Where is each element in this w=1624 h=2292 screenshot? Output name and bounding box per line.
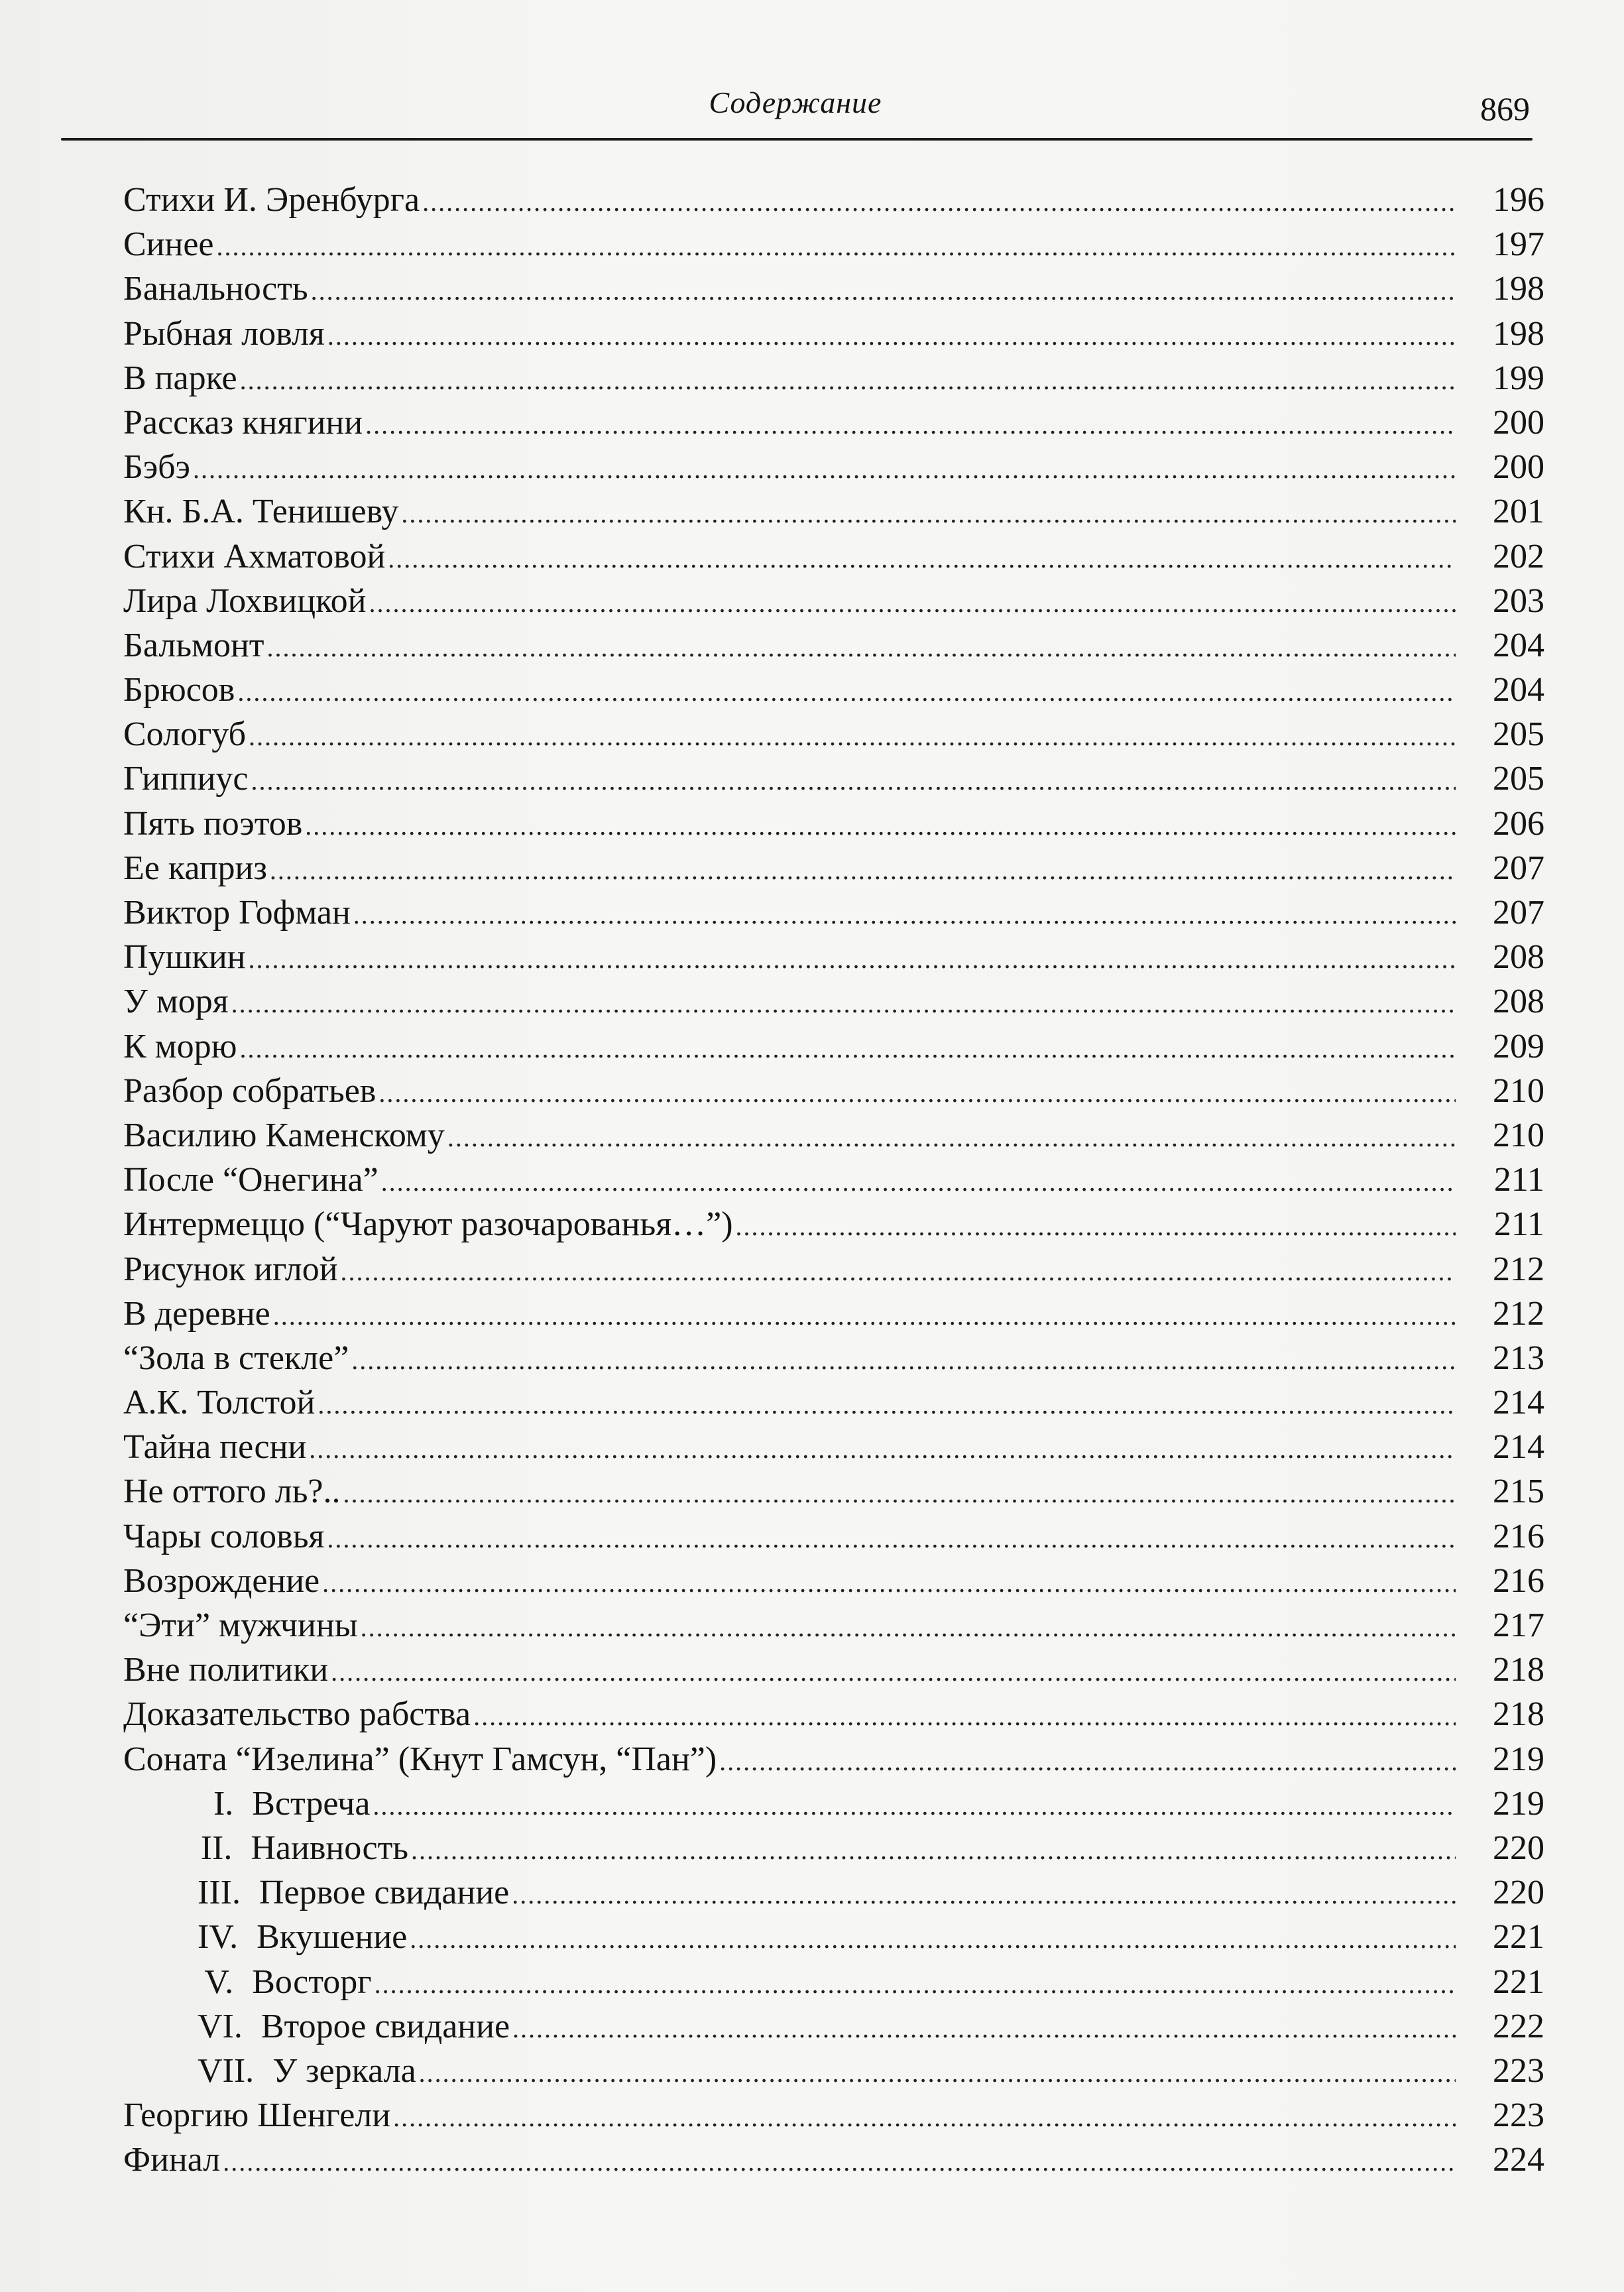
toc-entry-numeral: VII. (198, 2051, 255, 2090)
dot-leader (388, 536, 1456, 581)
toc-entry-title: Брюсов (123, 671, 235, 709)
toc-entry-title: Разбор собратьев (123, 1071, 377, 1110)
toc-entry-title: Рассказ княгини (123, 403, 363, 442)
toc-entry-title: Стихи И. Эренбурга (123, 181, 420, 219)
toc-entry-title: К морю (123, 1027, 237, 1065)
toc-entry (123, 1648, 1544, 1692)
toc-entry-title: У зеркала (272, 2051, 416, 2090)
toc-entry (123, 267, 1544, 311)
toc-entry-page: 210 (1493, 1116, 1544, 1154)
toc-entry (123, 846, 1544, 890)
dot-leader (217, 224, 1456, 269)
toc-entry-title: Гиппиус (123, 760, 249, 798)
toc-entry-numeral: I. (213, 1784, 234, 1823)
dot-leader (223, 2140, 1456, 2184)
toc-entry-page: 207 (1493, 849, 1544, 887)
toc-entry-title: А.К. Толстой (123, 1384, 316, 1422)
toc-entry (123, 178, 1544, 222)
toc-entry-title: Финал (123, 2141, 221, 2179)
dot-leader (231, 981, 1456, 1026)
toc-entry-title: После “Онегина” (123, 1161, 378, 1199)
toc-entry-page: 208 (1493, 938, 1544, 977)
toc-entry-title: Василию Каменскому (123, 1116, 445, 1154)
dot-leader (327, 1516, 1456, 1561)
toc-entry-page: 217 (1493, 1606, 1544, 1644)
toc-subentry (123, 1781, 1544, 1826)
toc-entry (123, 1158, 1544, 1202)
toc-entry-title: “Эти” мужчины (123, 1606, 358, 1644)
dot-leader (369, 581, 1456, 625)
toc-entry-title: В парке (123, 359, 237, 397)
toc-entry-page: 213 (1493, 1339, 1544, 1377)
dot-leader (401, 491, 1456, 536)
toc-entry-numeral: II. (200, 1829, 233, 1867)
toc-entry-page: 223 (1493, 2051, 1544, 2090)
dot-leader (309, 1427, 1456, 1471)
toc-entry (123, 712, 1544, 756)
toc-entry (123, 756, 1544, 801)
toc-entry-page: 224 (1493, 2141, 1544, 2179)
dot-leader (270, 848, 1456, 892)
header-rule (61, 138, 1533, 141)
dot-leader (422, 180, 1456, 224)
toc-entry (123, 1292, 1544, 1336)
dot-leader (375, 1962, 1456, 2006)
toc-entry-page: 199 (1493, 359, 1544, 397)
toc-entry (123, 1247, 1544, 1292)
toc-entry-page: 197 (1493, 225, 1544, 264)
toc-entry-page: 218 (1493, 1695, 1544, 1734)
toc-entry-page: 220 (1493, 1829, 1544, 1867)
toc-entry-page: 222 (1493, 2007, 1544, 2045)
toc-entry-page: 219 (1493, 1784, 1544, 1823)
toc-subentry (123, 2049, 1544, 2093)
toc-entry-title: Вкушение (257, 1918, 408, 1957)
toc-entry (123, 979, 1544, 1024)
toc-entry-title: Лира Лохвицкой (123, 581, 367, 620)
toc-entry-page: 212 (1493, 1250, 1544, 1288)
dot-leader (239, 1026, 1456, 1071)
dot-leader (393, 2095, 1456, 2140)
dot-leader (419, 2051, 1456, 2095)
dot-leader (240, 358, 1456, 402)
toc-entry-title: Интермеццо (“Чаруют разочарованья…”) (123, 1205, 733, 1244)
toc-entry-page: 205 (1493, 715, 1544, 754)
dot-leader (341, 1249, 1456, 1294)
toc-entry-page: 206 (1493, 804, 1544, 843)
toc-entry-title: Тайна песни (123, 1428, 307, 1467)
dot-leader (327, 314, 1456, 358)
toc-entry-page: 210 (1493, 1071, 1544, 1110)
toc-entry-page: 196 (1493, 181, 1544, 219)
toc-subentry (123, 1915, 1544, 1959)
toc-entry (123, 2093, 1544, 2138)
toc-entry (123, 2138, 1544, 2182)
toc-entry-title: Первое свидание (259, 1874, 510, 1912)
toc-entry-page: 216 (1493, 1561, 1544, 1600)
dot-leader (249, 714, 1456, 758)
dot-leader (331, 1650, 1456, 1694)
toc-entry-page: 198 (1493, 270, 1544, 308)
toc-entry (123, 312, 1544, 356)
toc-entry-page: 211 (1493, 1205, 1544, 1244)
toc-entry-page: 208 (1493, 983, 1544, 1021)
toc-subentry (123, 1826, 1544, 1870)
toc-entry-page: 223 (1493, 2096, 1544, 2135)
toc-entry (123, 935, 1544, 979)
dot-leader (311, 269, 1456, 313)
toc-entry-title: Пять поэтов (123, 804, 303, 843)
toc-entry (123, 1425, 1544, 1469)
toc-entry-page: 209 (1493, 1027, 1544, 1065)
toc-entry-title: Рисунок иглой (123, 1250, 338, 1288)
toc-entry (123, 400, 1544, 445)
toc-entry-page: 207 (1493, 894, 1544, 932)
toc-entry-title: Бальмонт (123, 626, 264, 664)
toc-entry-page: 221 (1493, 1918, 1544, 1957)
toc-entry-title: В деревне (123, 1294, 270, 1333)
toc-entry (123, 445, 1544, 489)
toc-entry-title: Банальность (123, 270, 308, 308)
toc-entry (123, 579, 1544, 623)
toc-entry (123, 1559, 1544, 1603)
dot-leader (447, 1115, 1456, 1160)
toc-subentry (123, 2004, 1544, 2049)
toc-entry-page: 212 (1493, 1294, 1544, 1333)
toc-entry (123, 1069, 1544, 1113)
toc-entry-page: 201 (1493, 493, 1544, 531)
toc-entry-title: Бэбэ (123, 448, 190, 487)
toc-entry-title: У моря (123, 983, 229, 1021)
dot-leader (251, 758, 1456, 803)
toc-entry-title: Виктор Гофман (123, 894, 351, 932)
dot-leader (512, 2006, 1456, 2051)
toc-entry-title: Георгию Шенгели (123, 2096, 391, 2135)
toc-entry-page: 204 (1493, 671, 1544, 709)
toc-entry-title: Чары соловья (123, 1517, 325, 1555)
toc-entry-page: 218 (1493, 1651, 1544, 1689)
toc-entry-title: Восторг (252, 1962, 372, 2001)
toc-entry-page: 216 (1493, 1517, 1544, 1555)
dot-leader (736, 1204, 1456, 1248)
toc-entry-page: 200 (1493, 448, 1544, 487)
running-title: Содержание (709, 86, 882, 119)
toc-entry-page: 214 (1493, 1428, 1544, 1467)
toc-entry-title: Не оттого ль?.. (123, 1473, 341, 1511)
toc-entry-page: 205 (1493, 760, 1544, 798)
dot-leader (719, 1739, 1456, 1783)
toc-entry-page: 220 (1493, 1874, 1544, 1912)
dot-leader (318, 1382, 1456, 1427)
dot-leader (343, 1471, 1456, 1516)
toc-entry (123, 1202, 1544, 1246)
toc-entry-page: 198 (1493, 314, 1544, 353)
dot-leader (267, 625, 1456, 670)
dot-leader (305, 804, 1456, 848)
dot-leader (381, 1160, 1456, 1204)
dot-leader (365, 402, 1456, 447)
dot-leader (410, 1917, 1456, 1961)
toc-entry-page: 203 (1493, 581, 1544, 620)
toc-entry (123, 1113, 1544, 1158)
toc-entry-title: Соната “Изелина” (Кнут Гамсун, “Пан”) (123, 1740, 717, 1778)
toc-subentry (123, 1960, 1544, 2004)
toc-entry-title: Доказательство рабства (123, 1695, 471, 1734)
toc-entry (123, 222, 1544, 267)
page-number: 869 (1480, 90, 1530, 127)
toc-entry-page: 219 (1493, 1740, 1544, 1778)
toc-entry-title: Рыбная ловля (123, 314, 325, 353)
toc-entry-title: Кн. Б.А. Тенишеву (123, 493, 399, 531)
toc-entry (123, 1336, 1544, 1380)
toc-subentry (123, 1870, 1544, 1915)
toc-entry-title: Встреча (252, 1784, 371, 1823)
toc-entry (123, 1514, 1544, 1559)
toc-entry-page: 202 (1493, 537, 1544, 575)
toc-entry (123, 356, 1544, 400)
toc-entry-title: Стихи Ахматовой (123, 537, 386, 575)
toc-entry-title: Пушкин (123, 938, 246, 977)
toc-entry-numeral: V. (204, 1962, 234, 2001)
dot-leader (273, 1294, 1456, 1338)
dot-leader (351, 1338, 1456, 1382)
toc-entry-title: Ее каприз (123, 849, 267, 887)
dot-leader (361, 1605, 1456, 1650)
toc-entry-page: 221 (1493, 1962, 1544, 2001)
dot-leader (378, 1071, 1456, 1115)
toc-entry (123, 623, 1544, 668)
toc-entry-numeral: VI. (198, 2007, 243, 2045)
toc-entry (123, 890, 1544, 935)
toc-entry (123, 1380, 1544, 1425)
toc-entry-page: 215 (1493, 1473, 1544, 1511)
toc-entry (123, 668, 1544, 712)
toc-entry-title: Второе свидание (261, 2007, 510, 2045)
toc-entry (123, 802, 1544, 846)
toc-entry-title: Вне политики (123, 1651, 329, 1689)
toc-entry-title: Синее (123, 225, 214, 264)
toc-entry (123, 1469, 1544, 1514)
toc-entry (123, 1692, 1544, 1736)
dot-leader (373, 1783, 1456, 1828)
toc-entry-page: 214 (1493, 1384, 1544, 1422)
dot-leader (512, 1872, 1456, 1917)
dot-leader (249, 937, 1456, 981)
toc-entry-page: 200 (1493, 403, 1544, 442)
dot-leader (322, 1561, 1456, 1605)
toc-entry-numeral: III. (198, 1874, 241, 1912)
dot-leader (193, 447, 1456, 491)
toc-entry (123, 534, 1544, 579)
toc-entry (123, 1737, 1544, 1781)
toc-entry-title: “Зола в стекле” (123, 1339, 349, 1377)
table-of-contents (123, 178, 1544, 2182)
toc-entry (123, 1603, 1544, 1648)
toc-entry-numeral: IV. (198, 1918, 239, 1957)
dot-leader (353, 892, 1456, 937)
dot-leader (473, 1694, 1456, 1738)
toc-entry-title: Наивность (251, 1829, 409, 1867)
toc-entry-page: 204 (1493, 626, 1544, 664)
toc-entry-title: Сологуб (123, 715, 247, 754)
toc-entry-page: 211 (1493, 1161, 1544, 1199)
toc-entry (123, 489, 1544, 534)
dot-leader (237, 670, 1456, 714)
dot-leader (411, 1828, 1456, 1872)
toc-entry (123, 1024, 1544, 1069)
toc-entry-title: Возрождение (123, 1561, 320, 1600)
